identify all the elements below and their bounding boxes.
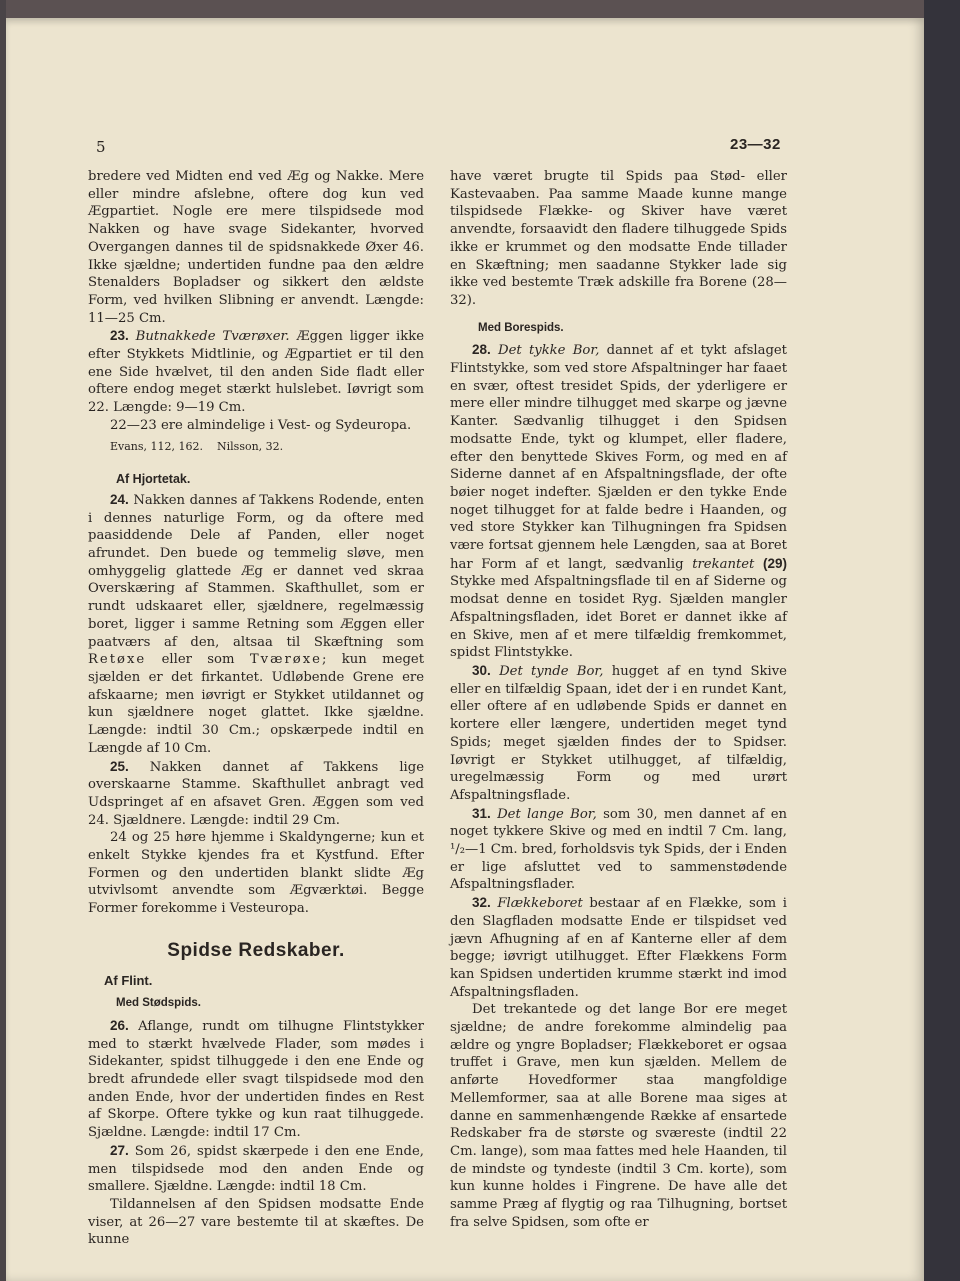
subheading-flint: Af Flint. [104, 972, 153, 988]
entry-31: 31. Det lange Bor, som 30, men dannet af en noget tykkere Skive og med en indtil 7 Cm. lang, ¹/₂—1 Cm. bred, forholdsvis tyk Spids, der i Enden er lige afsluttet ved to sammenstødende Afspaltningsflader. [450, 805, 788, 893]
paragraph: Tildannelsen af den Spidsen modsatte Ende viser, at 26—27 vare bestemte til at skæftes. De kunne [88, 1196, 424, 1248]
subheading-borespids: Med Borespids. [478, 321, 564, 334]
page-number: 5 [96, 138, 106, 156]
section-range: 23—32 [730, 136, 781, 153]
entry-25: 25. Nakken dannet af Takkens lige overskaarne Stamme. Skafthullet anbragt ved Udspringet af en afsavet Gren. Æggen som ved 24. Sjældnere. Længde: indtil 29 Cm. [88, 758, 424, 828]
entry-24: 24. Nakken dannes af Takkens Rodende, enten i dennes naturlige Form, og da oftere med paasiddende Dele af Panden, eller noget afrundet. Den buede og temmelig sløve, men omhyggelig glattede Æg er dannet ved skraa Overskæring af Stammen. Skafthullet, som er rundt udskaaret eller, sjældnere, regelmæssig boret, ligger i samme Retning som Æggen eller paatværs af den, altsaa til Skæftning som Retøxe eller som Tværøxe; kun meget sjælden er det firkantet. Udløbende Grene ere afskaarne; men iøvrigt er Stykket utildannet og kun sjældnere noget glattet. Ikke sjældne. Længde: indtil 30 Cm.; opskærpede indtil en Længde af 10 Cm. [88, 491, 424, 756]
book-top-edge [0, 0, 960, 18]
paragraph: 24 og 25 høre hjemme i Skaldyngerne; kun et enkelt Stykke kjendes fra et Kystfund. Efter Formen og den undertiden blankt slidte Æg utvivlsomt anvendte som Ægværktøi. Begge Former forekomme i Vesteuropa. [88, 830, 424, 917]
paragraph: have været brugte til Spids paa Stød- eller Kastevaaben. Paa samme Maade kunne mange tilspidsede Flække- og Skiver have været anvendte, forsaavidt den fladere tilhuggede Spids ikke er krummet og den modsatte Ende tillader en Skæftning; men saadanne Stykker lade sig ikke ved bestemte Træk adskille fra Borene (28—32). [450, 169, 787, 308]
entry-26: 26. Aflange, rundt om tilhugne Flintstykker med to stærkt hvælvede Flader, som mødes i Sidekanter, spidst tilhuggede i den ene Ende og bredt afrundede eller svagt tilspidsede mod den anden Ende, hvor der undertiden findes en Rest af Skorpe. Oftere tykke og kun raat tilhuggede. Sjældne. Længde: indtil 17 Cm. [88, 1017, 424, 1141]
entry-27: 27. Som 26, spidst skærpede i den ene Ende, men tilspidsede mod den anden Ende og smallere. Sjældne. Længde: indtil 18 Cm. [88, 1142, 424, 1195]
right-column [450, 168, 787, 1231]
entry-32: 32. Flækkeboret bestaar af en Flække, som i den Slagfladen modsatte Ende er tilspidset ved jævn Afhugning af en af Kanterne eller af dem begge; iøvrigt utilhugget. Efter Flækkens Form kan Spidsen undertiden krumme stærkt ind imod Afspaltningsfladen. [450, 895, 787, 1000]
entry-23: 23. Butnakkede Tværøxer. Æggen ligger ikke efter Stykkets Midtlinie, og Ægpartiet er til den ene Side hvælvet, til den anden Side fladt eller oftere endog meget stærkt hulslebet. Iøvrigt som 22. Længde: 9—19 Cm. [88, 328, 424, 416]
entry-28: 28. Det tykke Bor, dannet af et tykt afslaget Flintstykke, som ved store Afspaltninger har faaet en svær, oftest tresidet Spids, der yderligere er mere eller mindre tilhugget med skarpe og jævne Kanter. Sædvanlig tilhugget i den Spidsen modsatte Ende, tykt og klumpet, eller fladere, efter den benyttede Skives Form, og med en af Siderne dannet af en Afspaltningsflade, der ofte bøier noget indefter. Sjælden er den tykke Ende noget tilhugget for at falde bedre i Haanden, og ved store Stykker kan Tilhugningen fra Spidsen være fortsat gjennem hele Længden, saa at Boret har Form af et langt, sædvanlig trekantet (29) Stykke med Afspaltningsflade til en af Siderne og modsat denne en tosidet Ryg. Sjælden mangler Afspaltningsfladen, idet Boret er dannet ikke af en Skive, men af et mere tilfældig fremkommet, spidst Flintstykke. [450, 342, 787, 661]
section-heading: Spidse Redskaber. [167, 939, 345, 961]
entry-30: 30. Det tynde Bor, hugget af en tynd Skive eller en tilfældig Spaan, idet der i en rundet Kant, eller oftere af en udløbende Spids er dannet en kortere eller længere, undertiden meget tynd Spids; meget sjælden findes der to Spidser. Iøvrigt er Stykket utilhugget, af tilfældig, uregelmæssig Form og med urørt Afspaltningsflade. [450, 662, 787, 803]
paragraph: Det trekantede og det lange Bor ere meget sjældne; de andre forekomme almindelig paa ældre og yngre Bopladser; Flækkeboret er ogsaa truffet i Grave, men kun sjælden. Mellem de anførte Hovedformer staa mangfoldige Mellemformer, saa at alle Borene maa siges at danne en sammenhængende Række af ensartede Redskaber fra de største og sværeste (indtil 22 Cm. lange), som maa fattes med hele Haanden, til de mindste og tyndeste (indtil 3 Cm. korte), som kun kunne holdes i Fingrene. De have alle det samme Præg af flygtig og raa Tilhugning, bortset fra selve Spidsen, som ofte er [450, 1002, 787, 1230]
reference-line: Evans, 112, 162. Nilsson, 32. [110, 439, 284, 453]
paragraph: bredere ved Midten end ved Æg og Nakke. Mere eller mindre afslebne, oftere dog kun ved Ægpartiet. Nogle ere mere tilspidsede mod Nakken og have svage Sidekanter, hvorved Overgangen dannes til de spidsnakkede Øxer 46. Ikke sjældne; undertiden fundne paa den ældre Stenalders Bopladser og sikkert den ældste Form, ved hvilken Slibning er anvendt. Længde: 11—25 Cm. [88, 169, 424, 326]
left-column [88, 168, 424, 1249]
subheading-stodspids: Med Stødspids. [116, 997, 201, 1010]
book-spine-edge [924, 0, 960, 1281]
subheading-hjortetak: Af Hjortetak. [116, 472, 191, 487]
paragraph: 22—23 ere almindelige i Vest- og Sydeuropa. [110, 417, 412, 433]
